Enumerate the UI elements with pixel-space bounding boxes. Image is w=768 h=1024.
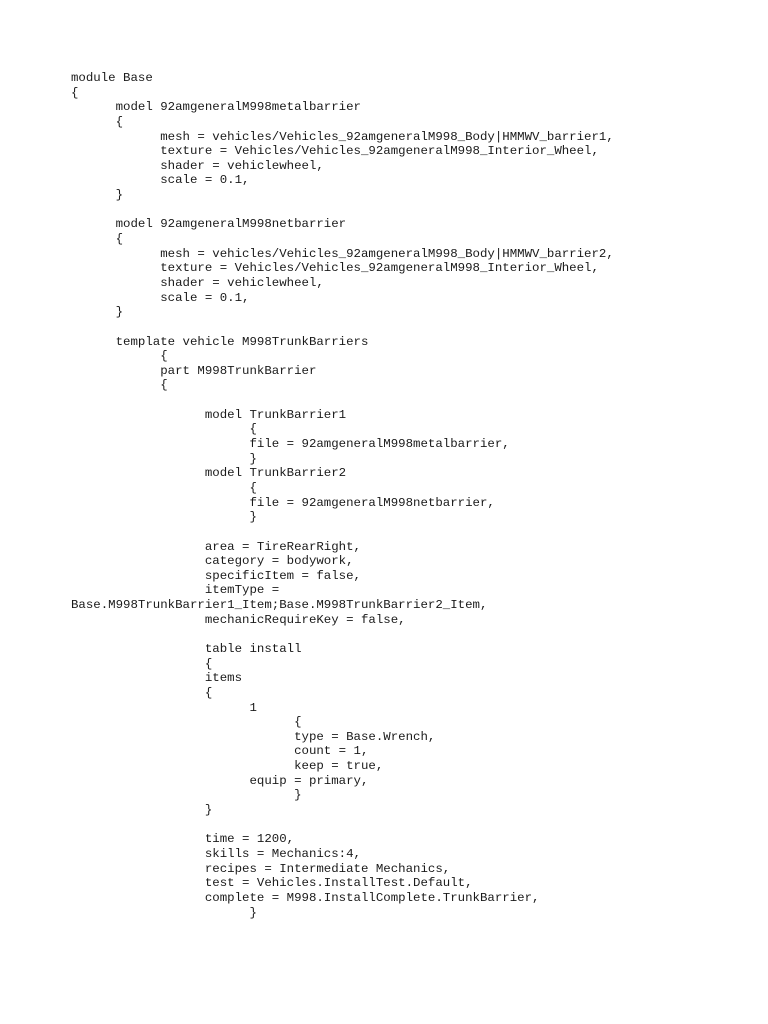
code-line	[71, 627, 614, 642]
code-line: mesh = vehicles/Vehicles_92amgeneralM998_Body|HMMWV_barrier2,	[71, 246, 614, 261]
code-line: {	[71, 685, 213, 700]
code-line: count = 1,	[71, 744, 369, 759]
code-line: shader = vehiclewheel,	[71, 158, 324, 173]
code-line: {	[71, 422, 257, 437]
code-line: complete = M998.InstallComplete.TrunkBarrier,	[71, 890, 540, 905]
code-line: }	[71, 305, 124, 320]
code-line: model TrunkBarrier2	[71, 466, 347, 481]
code-listing	[71, 71, 614, 920]
code-line: file = 92amgeneralM998netbarrier,	[71, 495, 495, 510]
code-line: items	[71, 671, 243, 686]
code-line: {	[71, 114, 124, 129]
code-line	[71, 320, 614, 335]
code-line: {	[71, 232, 124, 247]
code-line: module Base	[71, 71, 153, 85]
code-line: {	[71, 378, 168, 393]
code-line	[71, 203, 614, 218]
code-line: {	[71, 656, 213, 671]
code-line	[71, 818, 614, 833]
code-line: 1	[71, 700, 257, 715]
code-line: area = TireRearRight,	[71, 539, 361, 554]
code-line: skills = Mechanics:4,	[71, 846, 361, 861]
code-line: model 92amgeneralM998metalbarrier	[71, 100, 361, 115]
code-line: mesh = vehicles/Vehicles_92amgeneralM998_Body|HMMWV_barrier1,	[71, 129, 614, 144]
code-line: texture = Vehicles/Vehicles_92amgeneralM998_Interior_Wheel,	[71, 261, 599, 276]
code-line: part M998TrunkBarrier	[71, 363, 317, 378]
code-line: type = Base.Wrench,	[71, 729, 436, 744]
code-line: equip = primary,	[71, 773, 369, 788]
code-line: model TrunkBarrier1	[71, 407, 347, 422]
code-line: keep = true,	[71, 759, 384, 774]
code-line: }	[71, 905, 257, 920]
code-line: {	[71, 85, 79, 100]
code-line: category = bodywork,	[71, 554, 354, 569]
code-line: recipes = Intermediate Mechanics,	[71, 861, 451, 876]
code-line: {	[71, 715, 302, 730]
code-line: }	[71, 188, 124, 203]
code-line	[71, 525, 614, 540]
code-line: template vehicle M998TrunkBarriers	[71, 334, 369, 349]
code-line	[71, 393, 614, 408]
code-line: scale = 0.1,	[71, 173, 250, 188]
code-line: }	[71, 510, 257, 525]
code-line: file = 92amgeneralM998metalbarrier,	[71, 437, 510, 452]
code-line: model 92amgeneralM998netbarrier	[71, 217, 347, 232]
code-line: }	[71, 451, 257, 466]
code-line: table install	[71, 641, 302, 656]
code-line: specificItem = false,	[71, 568, 361, 583]
code-line: time = 1200,	[71, 832, 295, 847]
code-line: itemType =	[71, 583, 280, 598]
code-line: }	[71, 803, 213, 818]
code-line: texture = Vehicles/Vehicles_92amgeneralM998_Interior_Wheel,	[71, 144, 599, 159]
code-line: test = Vehicles.InstallTest.Default,	[71, 876, 473, 891]
code-line: scale = 0.1,	[71, 290, 250, 305]
code-line: Base.M998TrunkBarrier1_Item;Base.M998TrunkBarrier2_Item,	[71, 598, 488, 613]
code-line: shader = vehiclewheel,	[71, 275, 324, 290]
code-line: {	[71, 480, 257, 495]
code-line: }	[71, 788, 302, 803]
code-line: {	[71, 349, 168, 364]
code-line: mechanicRequireKey = false,	[71, 612, 406, 627]
